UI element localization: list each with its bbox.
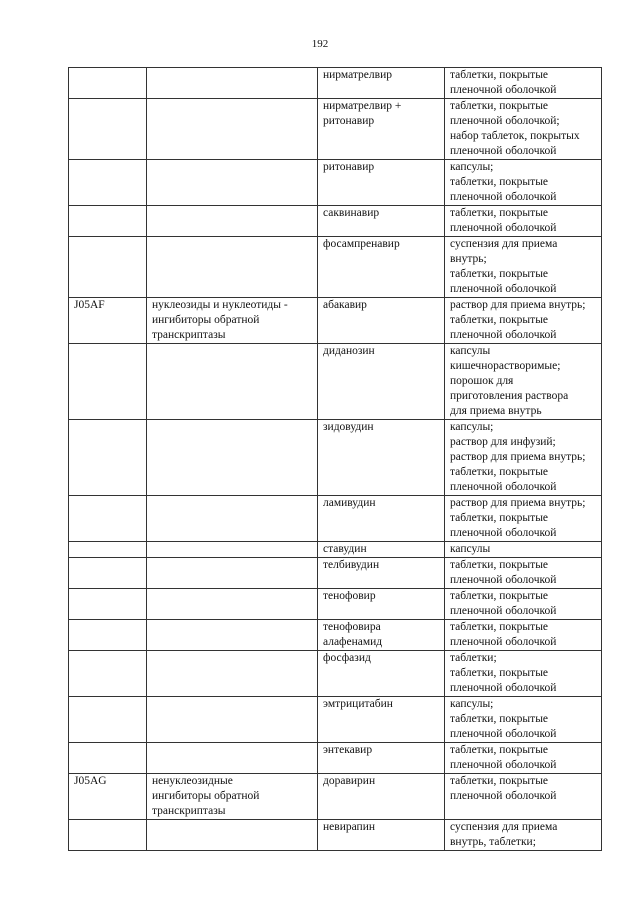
dosage-form-cell xyxy=(445,651,602,697)
pharm-group-cell xyxy=(147,160,318,206)
dosage-form-cell-line: таблетки, покрытые xyxy=(450,176,549,188)
dosage-form-cell-line: таблетки, покрытые xyxy=(450,590,549,602)
drug-name-cell-line: фосфазид xyxy=(323,652,371,664)
dosage-form-cell-line: раствор для приема внутрь; xyxy=(450,299,586,311)
dosage-form-cell-line: пленочной оболочкой xyxy=(450,191,557,203)
dosage-form-cell xyxy=(445,697,602,743)
dosage-form-cell-line: раствор для приема внутрь; xyxy=(450,451,586,463)
drug-name-cell xyxy=(318,298,445,344)
drug-name-cell-line: ставудин xyxy=(323,543,367,555)
dosage-form-cell xyxy=(445,99,602,160)
atc-code-cell xyxy=(69,620,147,651)
dosage-form-cell xyxy=(445,542,602,558)
table-row xyxy=(69,743,602,774)
atc-code-cell xyxy=(69,344,147,420)
dosage-form-cell xyxy=(445,68,602,99)
pharm-group-cell xyxy=(147,68,318,99)
dosage-form-cell-line: пленочной оболочкой xyxy=(450,728,557,740)
drug-name-cell xyxy=(318,697,445,743)
dosage-form-cell-line: пленочной оболочкой xyxy=(450,682,557,694)
pharm-group-cell xyxy=(147,344,318,420)
dosage-form-cell-line: пленочной оболочкой xyxy=(450,527,557,539)
atc-code-cell xyxy=(69,697,147,743)
pharm-group-cell xyxy=(147,651,318,697)
dosage-form-cell-line: кишечнорастворимые; xyxy=(450,360,561,372)
dosage-form-cell-line: пленочной оболочкой xyxy=(450,329,557,341)
dosage-form-cell-line: пленочной оболочкой xyxy=(450,283,557,295)
atc-code-cell xyxy=(69,651,147,697)
drug-name-cell xyxy=(318,237,445,298)
drug-name-cell-line: энтекавир xyxy=(323,744,373,756)
pharm-group-cell xyxy=(147,620,318,651)
drug-name-cell xyxy=(318,420,445,496)
dosage-form-cell-line: таблетки, покрытые xyxy=(450,775,549,787)
drug-name-cell-line: ламивудин xyxy=(323,497,376,509)
pharm-group-cell xyxy=(147,420,318,496)
drug-name-cell xyxy=(318,820,445,851)
drug-name-cell xyxy=(318,620,445,651)
table-row xyxy=(69,237,602,298)
dosage-form-cell-line: таблетки, покрытые xyxy=(450,667,549,679)
drug-name-cell xyxy=(318,68,445,99)
table-row xyxy=(69,420,602,496)
dosage-form-cell-line: капсулы; xyxy=(450,698,494,710)
pharm-group-cell-line: ингибиторы обратной xyxy=(152,314,260,326)
dosage-form-cell-line: капсулы; xyxy=(450,421,494,433)
drug-name-cell xyxy=(318,774,445,820)
drug-name-cell-line: тенофовир xyxy=(323,590,376,602)
table-row xyxy=(69,697,602,743)
drug-name-cell xyxy=(318,160,445,206)
dosage-form-cell-line: набор таблеток, покрытых xyxy=(450,130,580,142)
pharm-group-cell xyxy=(147,496,318,542)
drug-name-cell-line: эмтрицитабин xyxy=(323,698,393,710)
drug-name-cell-line: саквинавир xyxy=(323,207,380,219)
atc-code-cell: J05AG xyxy=(69,774,147,820)
dosage-form-cell-line: пленочной оболочкой xyxy=(450,481,557,493)
dosage-form-cell-line: капсулы xyxy=(450,345,491,357)
dosage-form-cell-line: внутрь; xyxy=(450,253,487,265)
pharm-group-cell xyxy=(147,206,318,237)
drug-name-cell xyxy=(318,651,445,697)
dosage-form-cell-line: суспензия для приема xyxy=(450,821,558,833)
atc-code-cell xyxy=(69,160,147,206)
dosage-form-cell-line: приготовления раствора xyxy=(450,390,569,402)
table-row xyxy=(69,99,602,160)
drug-name-cell xyxy=(318,344,445,420)
drug-name-cell-line: доравирин xyxy=(323,775,376,787)
drug-name-cell-line: ритонавир xyxy=(323,115,375,127)
table-row xyxy=(69,820,602,851)
atc-code-cell xyxy=(69,206,147,237)
table-row xyxy=(69,589,602,620)
dosage-form-cell-line: таблетки, покрытые xyxy=(450,713,549,725)
atc-code-cell xyxy=(69,420,147,496)
dosage-form-cell-line: для приема внутрь xyxy=(450,405,542,417)
drug-name-cell-line: ритонавир xyxy=(323,161,375,173)
dosage-form-cell-line: капсулы; xyxy=(450,161,494,173)
drug-name-cell-line: тенофовира xyxy=(323,621,381,633)
pharm-group-cell xyxy=(147,743,318,774)
atc-code-cell xyxy=(69,99,147,160)
atc-code-cell xyxy=(69,68,147,99)
dosage-form-cell-line: пленочной оболочкой xyxy=(450,574,557,586)
dosage-form-cell-line: таблетки, покрытые xyxy=(450,268,549,280)
dosage-form-cell-line: внутрь, таблетки; xyxy=(450,836,536,848)
table-row xyxy=(69,298,602,344)
dosage-form-cell xyxy=(445,298,602,344)
atc-code-cell xyxy=(69,589,147,620)
dosage-form-cell-line: раствор для инфузий; xyxy=(450,436,556,448)
drug-name-cell xyxy=(318,496,445,542)
pharm-group-cell-line: ненуклеозидные xyxy=(152,775,233,787)
pharm-group-cell-line: транскриптазы xyxy=(152,329,226,341)
dosage-form-cell xyxy=(445,160,602,206)
drug-name-cell-line: абакавир xyxy=(323,299,367,311)
atc-code-cell xyxy=(69,237,147,298)
dosage-form-cell-line: пленочной оболочкой xyxy=(450,636,557,648)
drug-name-cell-line: нирматрелвир + xyxy=(323,100,402,112)
pharm-group-cell xyxy=(147,99,318,160)
pharm-group-cell xyxy=(147,558,318,589)
dosage-form-cell xyxy=(445,589,602,620)
dosage-form-cell-line: пленочной оболочкой xyxy=(450,145,557,157)
table-row xyxy=(69,68,602,99)
dosage-form-cell xyxy=(445,820,602,851)
drug-table xyxy=(68,67,602,851)
pharm-group-cell xyxy=(147,589,318,620)
atc-code-cell xyxy=(69,542,147,558)
dosage-form-cell-line: таблетки, покрытые xyxy=(450,466,549,478)
atc-code-cell: J05AF xyxy=(69,298,147,344)
dosage-form-cell-line: пленочной оболочкой xyxy=(450,222,557,234)
drug-name-cell xyxy=(318,542,445,558)
drug-name-cell-line: зидовудин xyxy=(323,421,374,433)
drug-name-cell-line: диданозин xyxy=(323,345,375,357)
atc-code-cell xyxy=(69,496,147,542)
dosage-form-cell-line: таблетки, покрытые xyxy=(450,559,549,571)
pharm-group-cell-line: ингибиторы обратной xyxy=(152,790,260,802)
table-row xyxy=(69,496,602,542)
dosage-form-cell-line: порошок для xyxy=(450,375,514,387)
dosage-form-cell-line: таблетки, покрытые xyxy=(450,512,549,524)
dosage-form-cell xyxy=(445,620,602,651)
table-body xyxy=(69,68,602,851)
dosage-form-cell xyxy=(445,558,602,589)
dosage-form-cell-line: пленочной оболочкой xyxy=(450,759,557,771)
pharm-group-cell xyxy=(147,774,318,820)
dosage-form-cell-line: суспензия для приема xyxy=(450,238,558,250)
dosage-form-cell xyxy=(445,206,602,237)
pharm-group-cell xyxy=(147,542,318,558)
dosage-form-cell xyxy=(445,420,602,496)
pharm-group-cell-line: нуклеозиды и нуклеотиды - xyxy=(152,299,288,311)
dosage-form-cell-line: таблетки, покрытые xyxy=(450,314,549,326)
table-row xyxy=(69,542,602,558)
drug-name-cell xyxy=(318,206,445,237)
table-row xyxy=(69,774,602,820)
dosage-form-cell xyxy=(445,344,602,420)
atc-code-cell xyxy=(69,743,147,774)
dosage-form-cell-line: пленочной оболочкой xyxy=(450,84,557,96)
dosage-form-cell-line: пленочной оболочкой; xyxy=(450,115,560,127)
pharm-group-cell xyxy=(147,237,318,298)
dosage-form-cell-line: пленочной оболочкой xyxy=(450,790,557,802)
dosage-form-cell xyxy=(445,774,602,820)
dosage-form-cell-line: таблетки, покрытые xyxy=(450,100,549,112)
drug-name-cell-line: алафенамид xyxy=(323,636,383,648)
dosage-form-cell-line: таблетки, покрытые xyxy=(450,744,549,756)
table-row xyxy=(69,620,602,651)
table-row xyxy=(69,651,602,697)
dosage-form-cell-line: таблетки, покрытые xyxy=(450,69,549,81)
drug-name-cell-line: фосампренавир xyxy=(323,238,400,250)
page-number: 192 xyxy=(311,38,329,50)
drug-name-cell xyxy=(318,589,445,620)
drug-name-cell xyxy=(318,558,445,589)
table-row xyxy=(69,344,602,420)
pharm-group-cell xyxy=(147,298,318,344)
dosage-form-cell-line: таблетки, покрытые xyxy=(450,207,549,219)
table-row xyxy=(69,160,602,206)
dosage-form-cell-line: таблетки, покрытые xyxy=(450,621,549,633)
dosage-form-cell-line: капсулы xyxy=(450,543,491,555)
table-row xyxy=(69,206,602,237)
drug-name-cell-line: нирматрелвир xyxy=(323,69,392,81)
table-row xyxy=(69,558,602,589)
dosage-form-cell xyxy=(445,743,602,774)
atc-code-cell xyxy=(69,558,147,589)
drug-name-cell-line: телбивудин xyxy=(323,559,380,571)
drug-name-cell xyxy=(318,743,445,774)
pharm-group-cell-line: транскриптазы xyxy=(152,805,226,817)
dosage-form-cell-line: таблетки; xyxy=(450,652,497,664)
dosage-form-cell-line: раствор для приема внутрь; xyxy=(450,497,586,509)
dosage-form-cell xyxy=(445,496,602,542)
dosage-form-cell xyxy=(445,237,602,298)
dosage-form-cell-line: пленочной оболочкой xyxy=(450,605,557,617)
drug-name-cell xyxy=(318,99,445,160)
atc-code-cell xyxy=(69,820,147,851)
pharm-group-cell xyxy=(147,697,318,743)
drug-name-cell-line: невирапин xyxy=(323,821,376,833)
pharm-group-cell xyxy=(147,820,318,851)
